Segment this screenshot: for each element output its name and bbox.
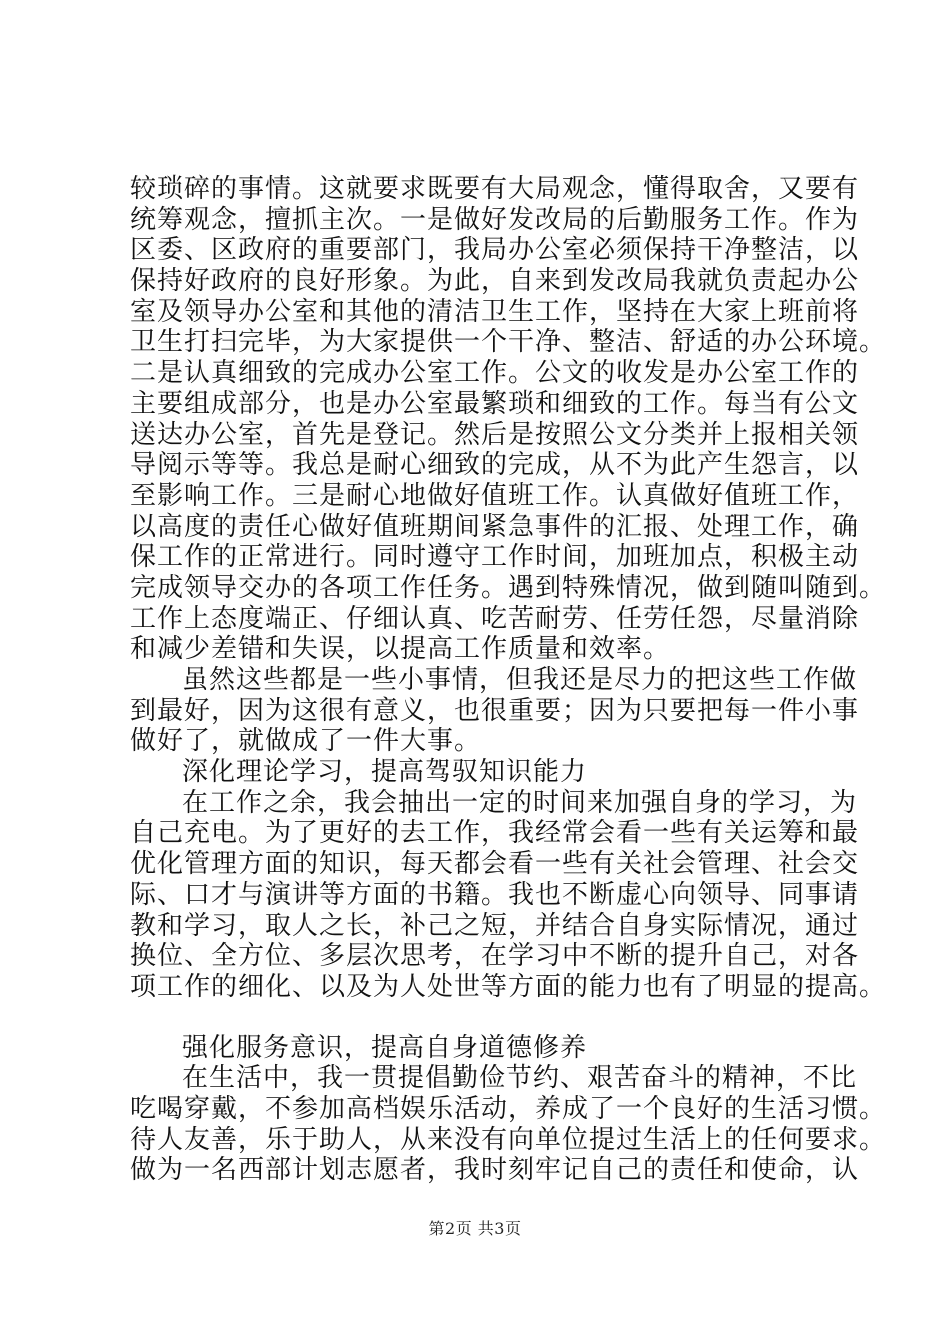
text-line: 以高度的责任心做好值班期间紧急事件的汇报、处理工作，确 bbox=[130, 511, 860, 542]
text-line: 优化管理方面的知识，每天都会看一些有关社会管理、社会交 bbox=[130, 849, 860, 880]
text-line: 室及领导办公室和其他的清洁卫生工作，坚持在大家上班前将 bbox=[130, 296, 860, 327]
page-footer: 第2页 共3页 bbox=[428, 1219, 522, 1238]
text-line: 做好了，就做成了一件大事。 bbox=[130, 726, 482, 757]
text-line: 虽然这些都是一些小事情，但我还是尽力的把这些工作做 bbox=[182, 665, 858, 695]
text-line: 到最好，因为这很有意义，也很重要；因为只要把每一件小事 bbox=[130, 695, 860, 726]
text-line: 换位、全方位、多层次思考，在学习中不断的提升自己，对各 bbox=[130, 941, 860, 972]
text-line: 二是认真细致的完成办公室工作。公文的收发是办公室工作的 bbox=[130, 358, 860, 389]
text-line: 在工作之余，我会抽出一定的时间来加强自身的学习，为 bbox=[182, 787, 858, 818]
paragraph-3 bbox=[130, 787, 887, 1003]
blank-line bbox=[130, 1003, 860, 1033]
text-line: 至影响工作。三是耐心地做好值班工作。认真做好值班工作， bbox=[130, 480, 860, 511]
text-line: 际、口才与演讲等方面的书籍。我也不断虚心向领导、同事请 bbox=[130, 879, 860, 910]
text-line: 保持好政府的良好形象。为此，自来到发改局我就负责起办公 bbox=[130, 266, 860, 297]
text-line: 项工作的细化、以及为人处世等方面的能力也有了明显的提高。 bbox=[130, 971, 887, 1002]
text-line: 主要组成部分，也是办公室最繁琐和细致的工作。每当有公文 bbox=[130, 388, 860, 419]
text-line: 做为一名西部计划志愿者，我时刻牢记自己的责任和使命，认 bbox=[130, 1155, 860, 1186]
text-line: 区委、区政府的重要部门，我局办公室必须保持干净整洁，以 bbox=[130, 235, 860, 266]
section-heading-2: 强化服务意识，提高自身道德修养 bbox=[182, 1032, 588, 1063]
text-line: 和减少差错和失误，以提高工作质量和效率。 bbox=[130, 634, 671, 665]
paragraph-4 bbox=[130, 1063, 887, 1186]
text-line: 工作上态度端正、仔细认真、吃苦耐劳、任劳任怨，尽量消除 bbox=[130, 603, 860, 634]
text-line: 导阅示等等。我总是耐心细致的完成，从不为此产生怨言，以 bbox=[130, 450, 860, 481]
text-line: 统筹观念，擅抓主次。一是做好发改局的后勤服务工作。作为 bbox=[130, 204, 860, 235]
text-line: 完成领导交办的各项工作任务。遇到特殊情况，做到随叫随到。 bbox=[130, 572, 887, 603]
text-line: 卫生打扫完毕，为大家提供一个干净、整洁、舒适的办公环境。 bbox=[130, 327, 887, 358]
text-line: 自己充电。为了更好的去工作，我经常会看一些有关运筹和最 bbox=[130, 818, 860, 849]
text-line: 吃喝穿戴，不参加高档娱乐活动，养成了一个良好的生活习惯。 bbox=[130, 1093, 887, 1124]
text-line: 保工作的正常进行。同时遵守工作时间，加班加点，积极主动 bbox=[130, 542, 860, 573]
text-line: 较琐碎的事情。这就要求既要有大局观念，懂得取舍，又要有 bbox=[130, 174, 860, 204]
text-line: 在生活中，我一贯提倡勤俭节约、艰苦奋斗的精神，不比 bbox=[182, 1063, 858, 1094]
text-line: 送达办公室，首先是登记。然后是按照公文分类并上报相关领 bbox=[130, 419, 860, 450]
text-line: 教和学习，取人之长，补己之短，并结合自身实际情况，通过 bbox=[130, 910, 860, 941]
document-body bbox=[130, 174, 887, 1186]
text-line: 待人友善，乐于助人，从来没有向单位提过生活上的任何要求。 bbox=[130, 1124, 887, 1155]
paragraph-1 bbox=[130, 174, 887, 665]
section-heading-1: 深化理论学习，提高驾驭知识能力 bbox=[182, 757, 588, 788]
paragraph-2 bbox=[130, 665, 860, 757]
